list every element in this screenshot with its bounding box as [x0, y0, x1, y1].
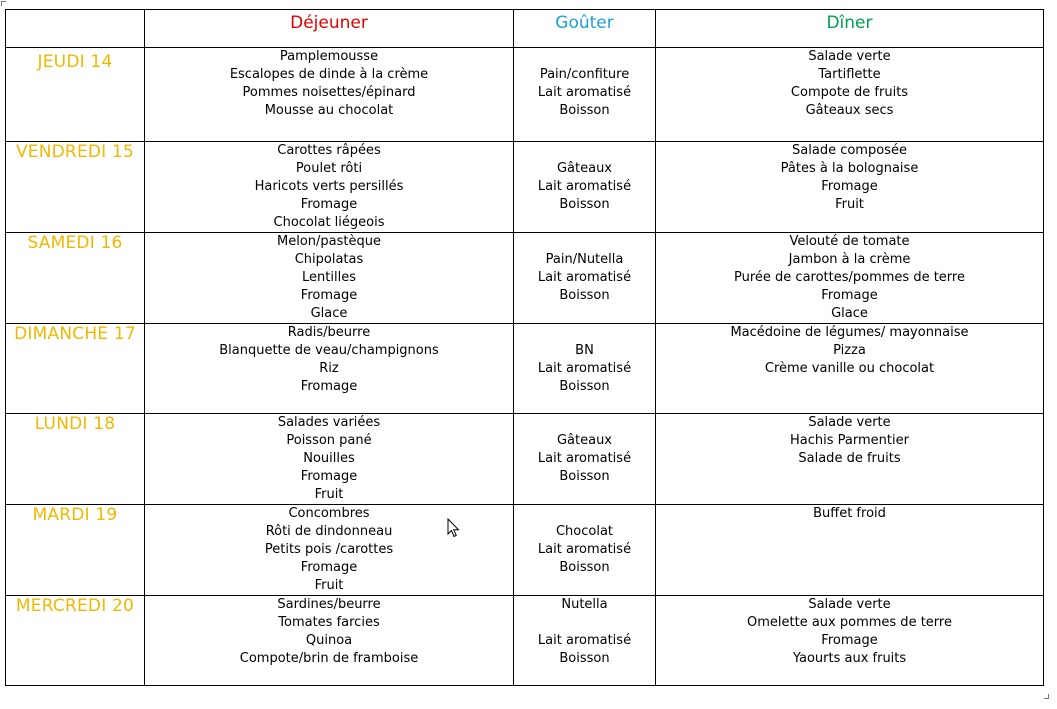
menu-item: Poisson pané	[286, 433, 372, 448]
menu-item: Fromage	[821, 633, 878, 648]
menu-item: Tartiflette	[818, 67, 881, 82]
menu-item: Boisson	[559, 103, 610, 118]
menu-item: Salade verte	[808, 49, 891, 64]
gouter-cell	[514, 48, 656, 142]
menu-item: Salade verte	[808, 415, 891, 430]
menu-item: Gâteaux secs	[805, 103, 894, 118]
table-row	[6, 596, 1044, 686]
day-label: DIMANCHE 17	[6, 324, 145, 414]
menu-item: Escalopes de dinde à la crème	[229, 67, 429, 82]
menu-item: Glace	[831, 306, 868, 321]
table-row	[6, 414, 1044, 505]
menu-item: Sardines/beurre	[277, 597, 381, 612]
menu-item: Boisson	[559, 469, 610, 484]
menu-item: Compote/brin de framboise	[239, 651, 419, 666]
menu-item: Pizza	[833, 343, 866, 358]
diner-cell	[656, 505, 1044, 596]
menu-item: Lait aromatisé	[537, 179, 632, 194]
dejeuner-cell	[145, 142, 514, 233]
menu-item: BN	[575, 343, 594, 358]
diner-cell	[656, 233, 1044, 324]
header-empty-cell	[6, 10, 145, 48]
menu-item: Salade composée	[792, 143, 907, 158]
menu-item: Velouté de tomate	[789, 234, 910, 249]
diner-cell	[656, 414, 1044, 505]
table-row	[6, 142, 1044, 233]
day-label: MERCREDI 20	[6, 596, 145, 686]
table-row	[6, 233, 1044, 324]
diner-cell	[656, 596, 1044, 686]
diner-cell	[656, 142, 1044, 233]
menu-item: Salade verte	[808, 597, 891, 612]
menu-item: Hachis Parmentier	[790, 433, 909, 448]
day-label: LUNDI 18	[6, 414, 145, 505]
menu-item: Lait aromatisé	[537, 633, 632, 648]
diner-cell	[656, 324, 1044, 414]
gouter-cell	[514, 324, 656, 414]
menu-item: Fromage	[300, 288, 358, 303]
menu-item: Pâtes à la bolognaise	[780, 161, 919, 176]
menu-item: Lait aromatisé	[537, 361, 632, 376]
menu-item: Radis/beurre	[287, 325, 371, 340]
menu-item: Gâteaux	[556, 161, 613, 176]
menu-item: Poulet rôti	[295, 161, 363, 176]
dejeuner-cell	[145, 596, 514, 686]
menu-item: Compote de fruits	[790, 85, 909, 100]
mouse-pointer-icon	[447, 518, 461, 538]
menu-item: Purée de carottes/pommes de terre	[734, 270, 965, 285]
header-diner: Dîner	[656, 10, 1044, 48]
weekly-menu-table	[5, 9, 1044, 686]
menu-item: Fruit	[314, 578, 344, 593]
page-corner-mark-bottom	[1044, 694, 1049, 699]
menu-item: Chocolat liégeois	[273, 215, 385, 230]
menu-item: Fromage	[300, 469, 358, 484]
dejeuner-cell	[145, 324, 514, 414]
menu-item: Glace	[310, 306, 348, 321]
day-label: VENDREDI 15	[6, 142, 145, 233]
menu-item: Pain/confiture	[539, 67, 630, 82]
day-label: JEUDI 14	[6, 48, 145, 142]
gouter-cell	[514, 233, 656, 324]
menu-body	[6, 48, 1044, 686]
menu-item: Blanquette de veau/champignons	[219, 343, 439, 358]
menu-item: Fruit	[314, 487, 344, 502]
menu-item: Salade de fruits	[798, 451, 901, 466]
menu-item: Concombres	[288, 506, 370, 521]
menu-item: Lentilles	[302, 270, 356, 285]
menu-item: Quinoa	[305, 633, 353, 648]
table-row	[6, 324, 1044, 414]
dejeuner-cell	[145, 414, 514, 505]
header-dejeuner: Déjeuner	[145, 10, 514, 48]
menu-item: Nouilles	[303, 451, 355, 466]
gouter-cell	[514, 414, 656, 505]
table-row	[6, 48, 1044, 142]
menu-item	[514, 614, 655, 632]
menu-item: Pamplemousse	[279, 49, 379, 64]
header-gouter: Goûter	[514, 10, 656, 48]
menu-item: Pommes noisettes/épinard	[242, 85, 416, 100]
dejeuner-cell	[145, 233, 514, 324]
header-row	[6, 10, 1044, 48]
menu-item: Tomates farcies	[278, 615, 380, 630]
menu-item: Fruit	[835, 197, 864, 212]
menu-item: Riz	[319, 361, 339, 376]
menu-item: Petits pois /carottes	[264, 542, 394, 557]
menu-item: Lait aromatisé	[537, 270, 632, 285]
menu-item: Gâteaux	[556, 433, 613, 448]
menu-item: Crème vanille ou chocolat	[764, 361, 935, 376]
menu-item: Omelette aux pommes de terre	[747, 615, 952, 630]
menu-item: Lait aromatisé	[537, 451, 632, 466]
menu-item: Salades variées	[277, 415, 381, 430]
menu-item: Buffet froid	[813, 506, 886, 521]
menu-item: Boisson	[559, 288, 610, 303]
menu-item: Haricots verts persillés	[254, 179, 404, 194]
gouter-cell	[514, 505, 656, 596]
menu-item: Mousse au chocolat	[264, 103, 394, 118]
menu-item: Fromage	[300, 197, 358, 212]
menu-item: Lait aromatisé	[537, 542, 632, 557]
menu-item: Boisson	[559, 560, 610, 575]
menu-item: Nutella	[561, 597, 608, 612]
menu-item: Fromage	[821, 288, 878, 303]
menu-item: Fromage	[300, 560, 358, 575]
menu-item: Melon/pastèque	[277, 234, 381, 249]
menu-item: Fromage	[821, 179, 878, 194]
table-row	[6, 505, 1044, 596]
gouter-cell	[514, 142, 656, 233]
menu-item: Chocolat	[555, 524, 614, 539]
menu-item: Chipolatas	[294, 252, 364, 267]
page-corner-mark	[1, 1, 6, 6]
day-label: MARDI 19	[6, 505, 145, 596]
gouter-cell	[514, 596, 656, 686]
menu-item: Pain/Nutella	[545, 252, 624, 267]
day-label: SAMEDI 16	[6, 233, 145, 324]
menu-item: Macédoine de légumes/ mayonnaise	[730, 325, 969, 340]
menu-item: Yaourts aux fruits	[792, 651, 907, 666]
menu-item: Boisson	[559, 197, 610, 212]
menu-item: Boisson	[559, 379, 610, 394]
menu-item: Rôti de dindonneau	[265, 524, 393, 539]
menu-item: Fromage	[300, 379, 358, 394]
menu-item: Boisson	[559, 651, 610, 666]
dejeuner-cell	[145, 48, 514, 142]
menu-item: Lait aromatisé	[537, 85, 632, 100]
menu-item: Carottes râpées	[277, 143, 381, 158]
menu-item: Jambon à la crème	[788, 252, 911, 267]
diner-cell	[656, 48, 1044, 142]
